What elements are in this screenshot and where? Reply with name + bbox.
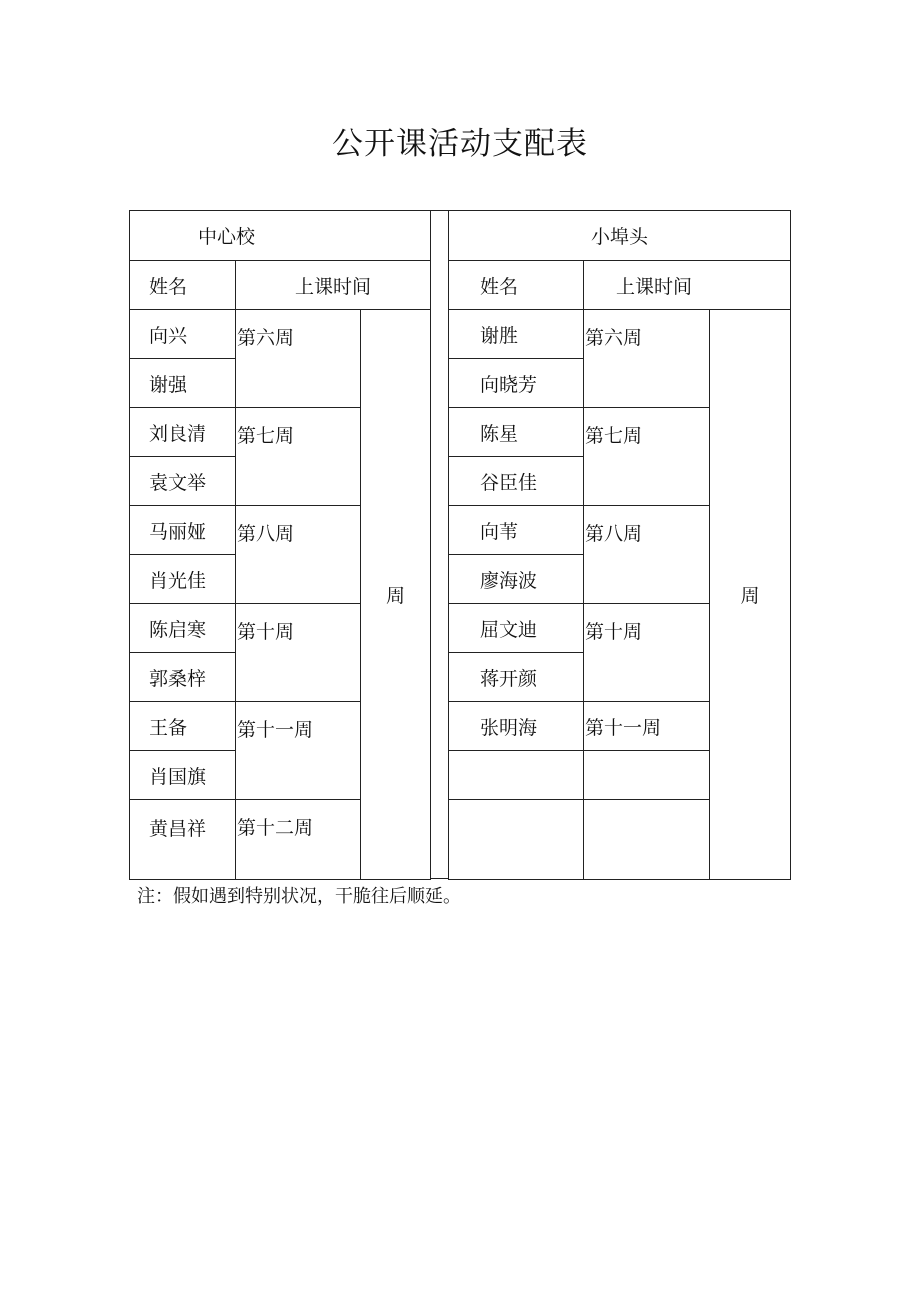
table-divider: [430, 210, 448, 879]
week-cell: 第七周: [584, 408, 710, 506]
teacher-name: 马丽娅: [130, 506, 236, 555]
week-cell: 第十一周: [236, 702, 361, 800]
teacher-name: 郭桑梓: [130, 653, 236, 702]
teacher-name: 陈星: [449, 408, 584, 457]
teacher-name: 向晓芳: [449, 359, 584, 408]
teacher-name: 黄昌祥: [130, 800, 236, 880]
teacher-name: 蒋开颜: [449, 653, 584, 702]
teacher-name: 谷臣佳: [449, 457, 584, 506]
week-cell: 第八周: [584, 506, 710, 604]
teacher-name: 陈启寒: [130, 604, 236, 653]
schedule-table-right: [448, 210, 791, 880]
week-cell: 第六周: [236, 310, 361, 408]
teacher-name: 刘良清: [130, 408, 236, 457]
col-header-name: 姓名: [449, 261, 584, 310]
week-cell: 第十一周: [584, 702, 710, 751]
footnote: 注：假如遇到特别状况，干脆往后顺延。: [137, 886, 461, 907]
empty-cell: [584, 751, 710, 800]
week-cell: 第七周: [236, 408, 361, 506]
teacher-name: 王备: [130, 702, 236, 751]
teacher-name: 谢胜: [449, 310, 584, 359]
empty-cell: [449, 800, 584, 880]
empty-cell: [449, 751, 584, 800]
teacher-name: 肖光佳: [130, 555, 236, 604]
col-header-time: 上课时间: [584, 261, 791, 310]
schedule-table-left: [129, 210, 431, 880]
zhou-cell: 周: [361, 310, 431, 880]
teacher-name: 向苇: [449, 506, 584, 555]
week-cell: 第十周: [236, 604, 361, 702]
col-header-time: 上课时间: [236, 261, 431, 310]
school-header-right: 小埠头: [449, 211, 791, 261]
teacher-name: 廖海波: [449, 555, 584, 604]
col-header-name: 姓名: [130, 261, 236, 310]
week-cell: 第十二周: [236, 800, 361, 880]
school-header-left: 中心校: [130, 211, 431, 261]
empty-cell: [584, 800, 710, 880]
week-cell: 第八周: [236, 506, 361, 604]
week-cell: 第六周: [584, 310, 710, 408]
teacher-name: 向兴: [130, 310, 236, 359]
teacher-name: 谢强: [130, 359, 236, 408]
teacher-name: 张明海: [449, 702, 584, 751]
page-title: 公开课活动支配表: [332, 126, 588, 162]
week-cell: 第十周: [584, 604, 710, 702]
teacher-name: 屈文迪: [449, 604, 584, 653]
teacher-name: 袁文举: [130, 457, 236, 506]
zhou-cell: 周: [710, 310, 791, 880]
teacher-name: 肖国旗: [130, 751, 236, 800]
